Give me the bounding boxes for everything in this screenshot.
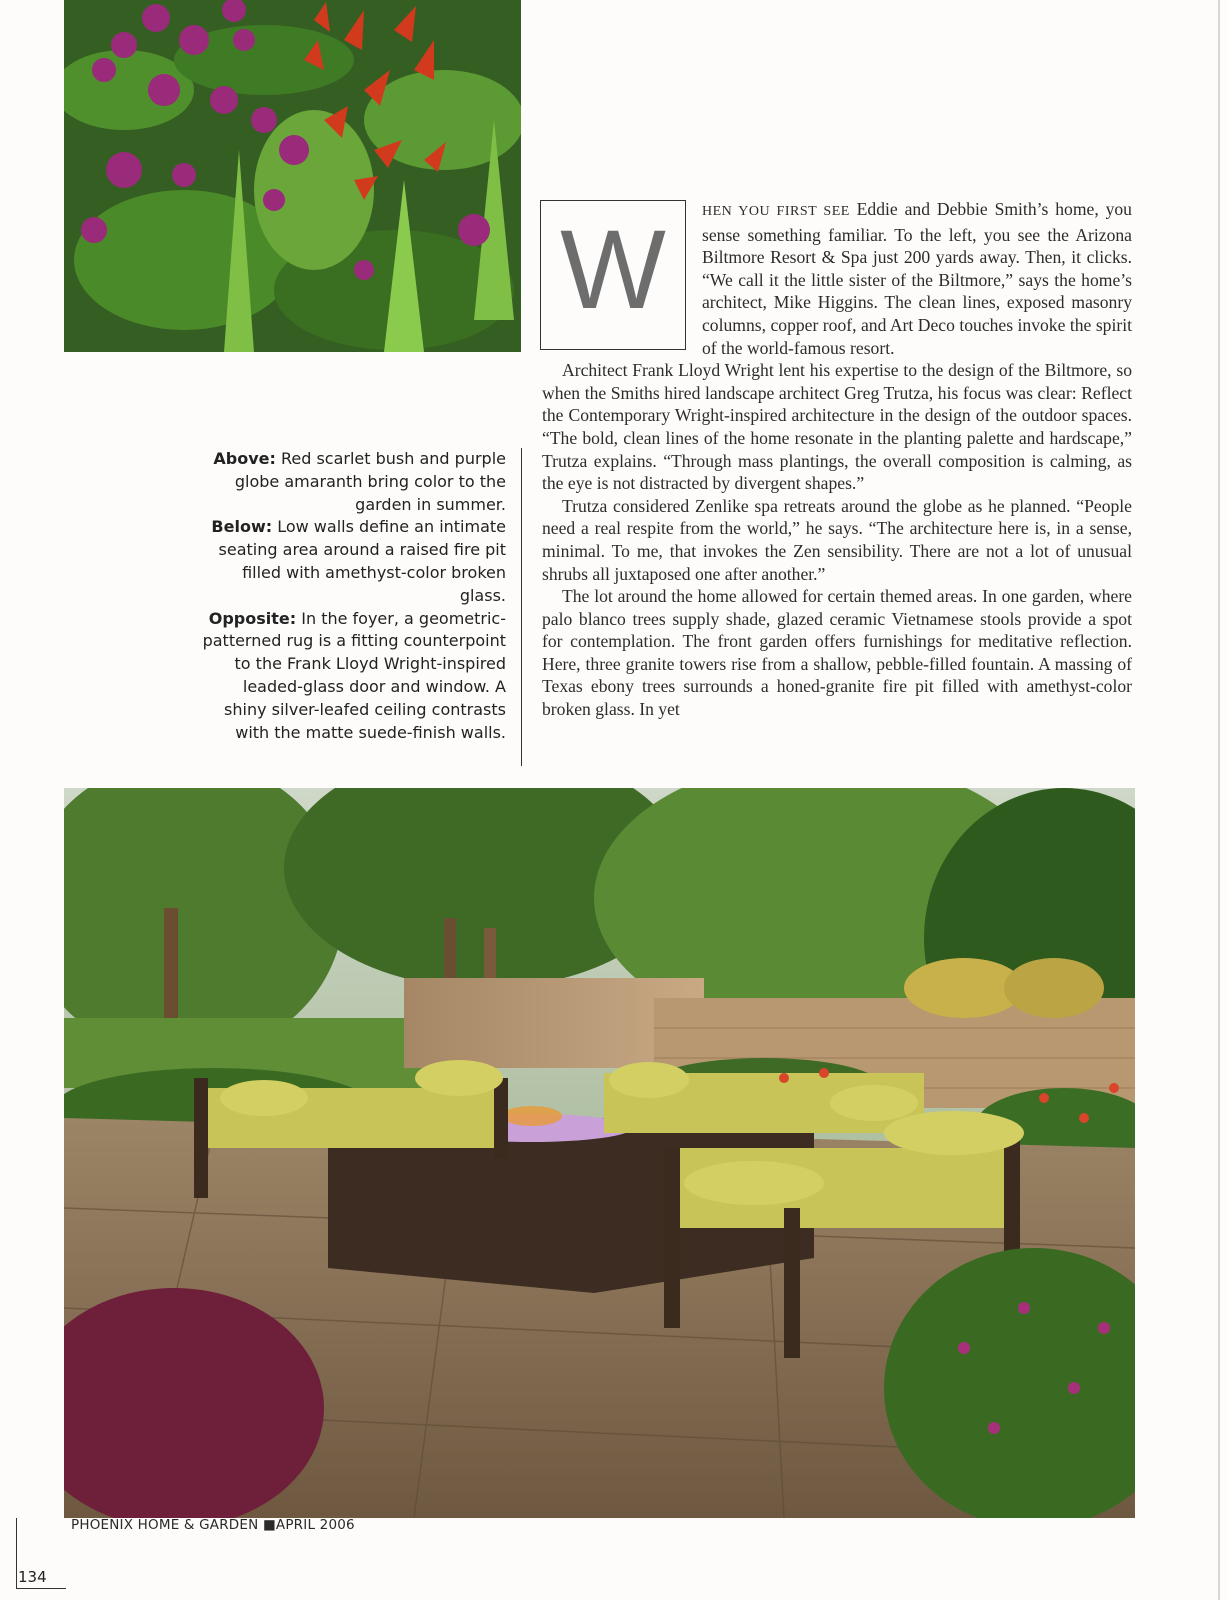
caption-below-text: Low walls define an intimate seating area around a raised fire pit filled with amethyst-color broken glass. xyxy=(218,517,506,605)
issue-date: APRIL 2006 xyxy=(275,1517,355,1533)
caption-above xyxy=(200,448,506,516)
patio-photo xyxy=(64,788,1135,1518)
article-paragraph-3: Trutza considered Zenlike spa retreats around the globe as he planned. “People need a real respite from the world,” he says. “The architecture here is, in a sense, minimal. To me, that invokes the Zen sensibility. There are not a lot of unusual shrubs all juxtaposed one after another.” xyxy=(542,495,1132,584)
article-body xyxy=(542,198,1132,721)
article-paragraph-4: The lot around the home allowed for certain themed areas. In one garden, where palo blanco trees supply shade, glazed ceramic Vietnamese stools provide a spot for contemplation. The front garden offers furnishings for meditative reflection. Here, three granite towers rise from a shallow, pebble-filled fountain. A massing of Texas ebony trees surrounds a honed-granite fire pit filled with amethyst-color broken glass. In yet xyxy=(542,586,1132,720)
caption-below-label: Below: xyxy=(211,517,273,537)
patio-photo-art xyxy=(64,788,1135,1518)
footer-line xyxy=(71,1517,355,1533)
page-edge xyxy=(1218,0,1220,1600)
lead-in: HEN YOU FIRST SEE xyxy=(702,204,850,219)
flower-photo xyxy=(64,0,521,352)
drop-cap: W xyxy=(560,207,666,332)
publication-name: PHOENIX HOME & GARDEN xyxy=(71,1517,259,1533)
drop-cap-spacer xyxy=(542,198,702,354)
flower-photo-art xyxy=(64,0,521,352)
photo-caption xyxy=(200,448,506,744)
article-paragraph-2: Architect Frank Lloyd Wright lent his expertise to the design of the Biltmore, so when the Smiths hired landscape architect Greg Trutza, his focus was clear: Reflect the Contemporary Wright-inspired architecture in the design of the outdoor spaces. “The bold, clean lines of the home resonate in the planting palette and hardscape,” Trutza explains. “Through mass plantings, the overall composition is calming, as the eye is not distracted by divergent shapes.” xyxy=(542,360,1132,494)
caption-opposite-label: Opposite: xyxy=(208,608,297,628)
caption-above-text: Red scarlet bush and purple globe amaranth bring color to the garden in summer. xyxy=(234,449,506,514)
caption-above-label: Above: xyxy=(213,449,276,468)
caption-divider xyxy=(521,448,522,766)
caption-opposite xyxy=(200,608,506,745)
page-number: 134 xyxy=(18,1568,47,1586)
footer-separator: ■ xyxy=(262,1517,276,1533)
caption-opposite-text: In the foyer, a geometric-patterned rug is a fitting counterpoint to the Frank Lloyd Wright-inspired leaded-glass door and window. A shiny silver-leafed ceiling contrasts with the matte suede-finish walls. xyxy=(202,608,506,742)
caption-below xyxy=(200,516,506,607)
paragraph-1-text: Eddie and Debbie Smith’s home, you sense something familiar. To the left, you see the Arizona Biltmore Resort & Spa just 200 yards away. Then, it clicks. “We call it the little sister of the Biltmore,” says the home’s architect, Mike Higgins. The clean lines, exposed masonry columns, copper roof, and Art Deco touches invoke the spirit of the world-famous resort. xyxy=(702,199,1132,358)
